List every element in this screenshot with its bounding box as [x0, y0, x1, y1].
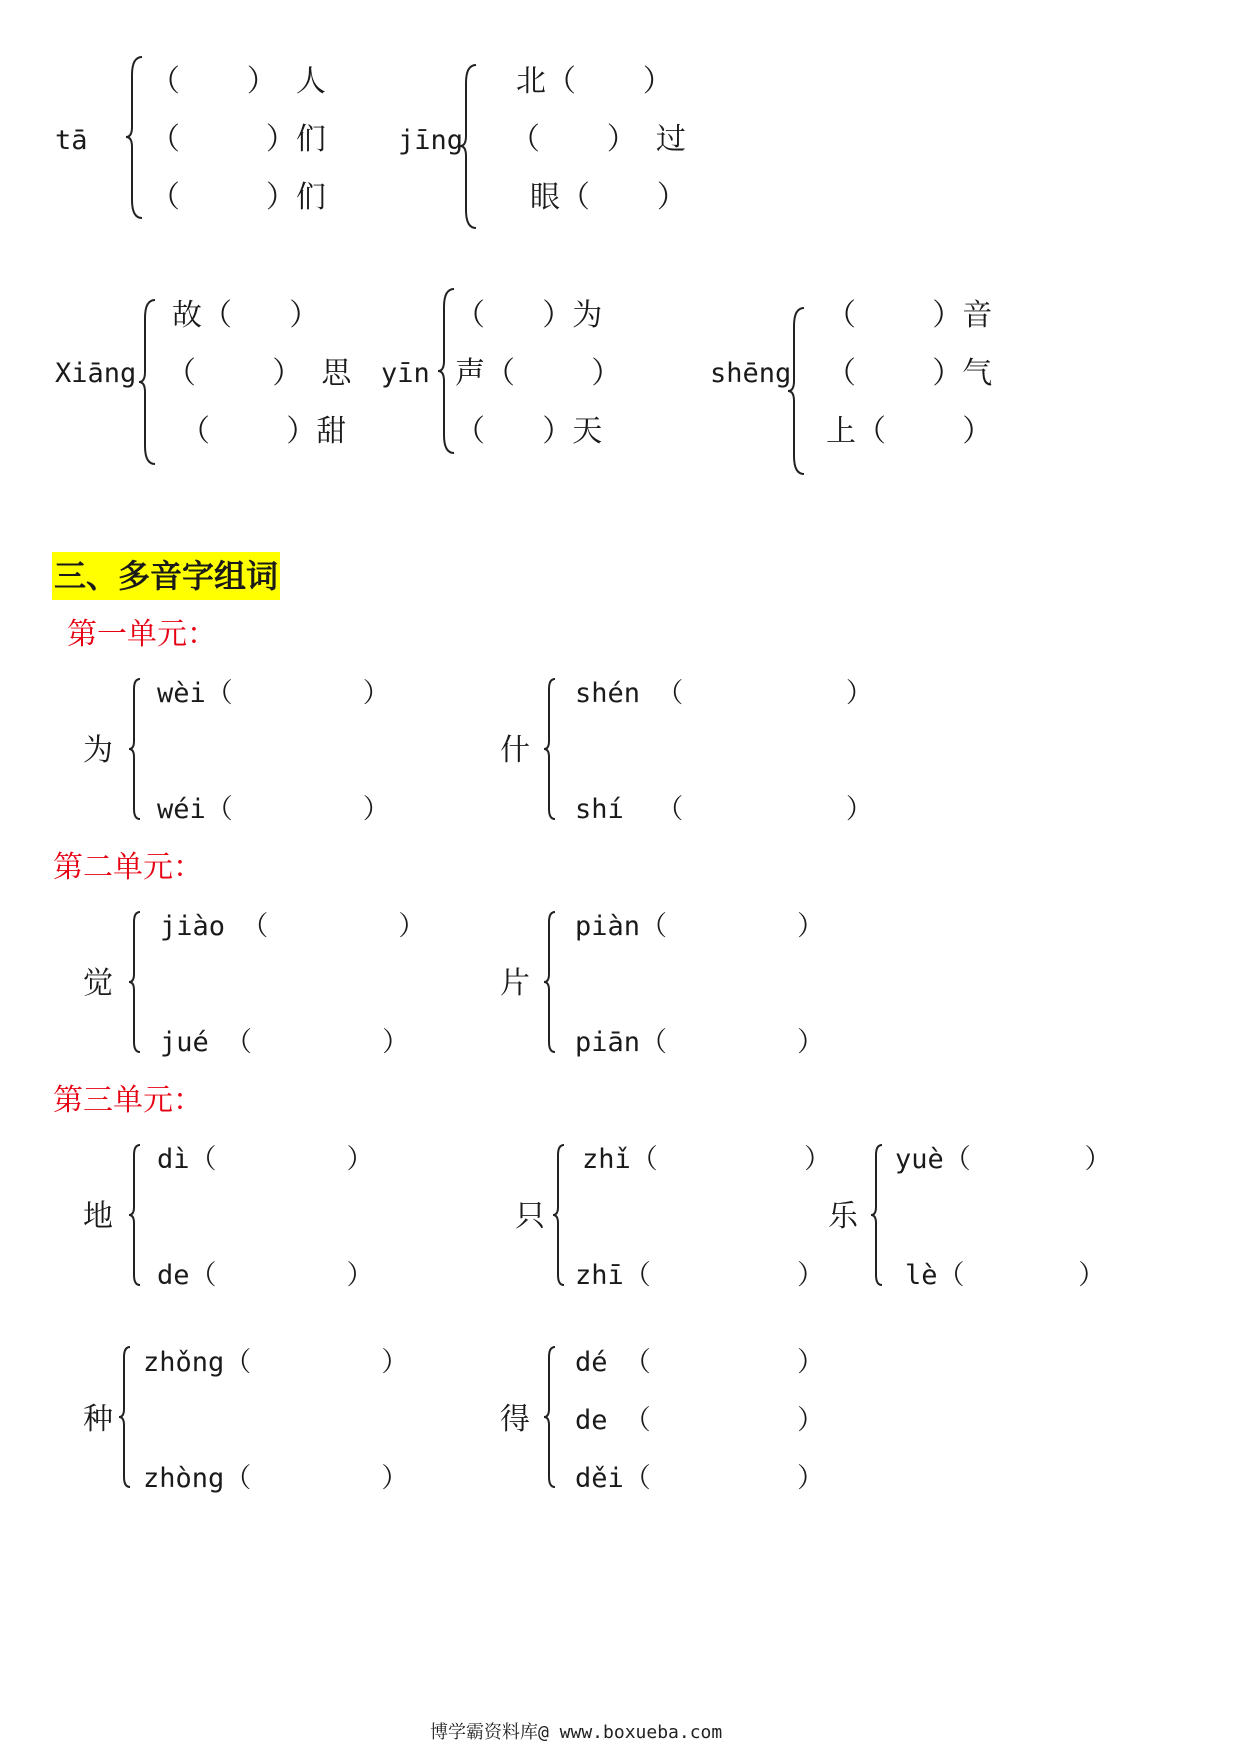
brace-icon: [543, 677, 557, 821]
pinyin-jing: jīng: [398, 125, 464, 156]
brace-icon: [552, 1143, 566, 1287]
unit-3-label: 第三单元：: [53, 1083, 203, 1118]
brace-icon: [870, 1143, 884, 1287]
yue-reading-1: yuè（ ）: [895, 1144, 1112, 1175]
char-de: 得: [500, 1402, 530, 1437]
pian-reading-2: piān（ ）: [575, 1027, 825, 1058]
pinyin-sheng: shēng: [710, 358, 792, 389]
unit-1-label: 第一单元：: [67, 617, 217, 652]
brace-icon: [458, 63, 478, 230]
xiang-line-2: （ ） 思: [166, 356, 352, 391]
xiang-line-1: 故（ ）: [172, 298, 320, 333]
ta-line-1: （ ） 人: [150, 64, 326, 99]
de-reading-1: dé （ ）: [575, 1347, 825, 1378]
yin-line-2: 声（ ）: [455, 356, 622, 391]
pinyin-ta: tā: [55, 125, 88, 156]
char-di: 地: [83, 1199, 113, 1234]
yin-line-3: （ ）天: [455, 414, 603, 449]
zhong-reading-1: zhǒng（ ）: [143, 1347, 409, 1378]
brace-icon: [118, 1345, 132, 1489]
brace-icon: [124, 55, 144, 220]
shen-reading-2: shí （ ）: [575, 794, 873, 825]
shen-reading-1: shén （ ）: [575, 678, 873, 709]
de-reading-3: děi（ ）: [575, 1463, 825, 1494]
pian-reading-1: piàn（ ）: [575, 911, 825, 942]
section-heading: 三、多音字组词: [52, 552, 280, 600]
sheng-line-2: （ ）气: [826, 356, 993, 391]
di-reading-1: dì（ ）: [157, 1144, 374, 1175]
char-yue: 乐: [828, 1199, 858, 1234]
yue-reading-2: lè（ ）: [905, 1260, 1106, 1291]
yin-line-1: （ ）为: [455, 298, 603, 333]
brace-icon: [128, 1143, 142, 1287]
de-reading-2: de （ ）: [575, 1405, 825, 1436]
zhi-reading-1: zhǐ（ ）: [582, 1144, 832, 1175]
wei-reading-1: wèi（ ）: [157, 678, 390, 709]
jiao-reading-1: jiào （ ）: [160, 911, 426, 942]
jing-line-1: 北（ ）: [516, 64, 673, 99]
char-shen: 什: [500, 733, 530, 768]
char-zhong: 种: [83, 1402, 113, 1437]
brace-icon: [543, 1345, 557, 1489]
zhi-reading-2: zhī（ ）: [575, 1260, 825, 1291]
brace-icon: [128, 910, 142, 1054]
ta-line-2: （ ）们: [150, 122, 326, 157]
jiao-reading-2: jué （ ）: [160, 1027, 410, 1058]
jing-line-2: （ ） 过: [510, 122, 686, 157]
di-reading-2: de（ ）: [157, 1260, 374, 1291]
char-zhi: 只: [515, 1199, 545, 1234]
wei-reading-2: wéi（ ）: [157, 794, 390, 825]
unit-2-label: 第二单元：: [53, 850, 203, 885]
brace-icon: [543, 910, 557, 1054]
char-wei: 为: [83, 733, 113, 768]
sheng-line-1: （ ）音: [826, 298, 993, 333]
char-jiao: 觉: [83, 966, 113, 1001]
jing-line-3: 眼（ ）: [530, 180, 687, 215]
brace-icon: [137, 298, 157, 466]
footer-watermark[interactable]: 博学霸资料库@ www.boxueba.com: [430, 1722, 723, 1743]
brace-icon: [436, 287, 456, 455]
sheng-line-3: 上（ ）: [826, 414, 993, 449]
brace-icon: [786, 306, 806, 476]
ta-line-3: （ ）们: [150, 180, 326, 215]
xiang-line-3: （ ）甜: [180, 414, 347, 449]
pinyin-xiang: Xiāng: [55, 358, 137, 389]
char-pian: 片: [500, 966, 530, 1001]
brace-icon: [128, 677, 142, 821]
pinyin-yin: yīn: [381, 358, 430, 389]
zhong-reading-2: zhòng（ ）: [143, 1463, 409, 1494]
